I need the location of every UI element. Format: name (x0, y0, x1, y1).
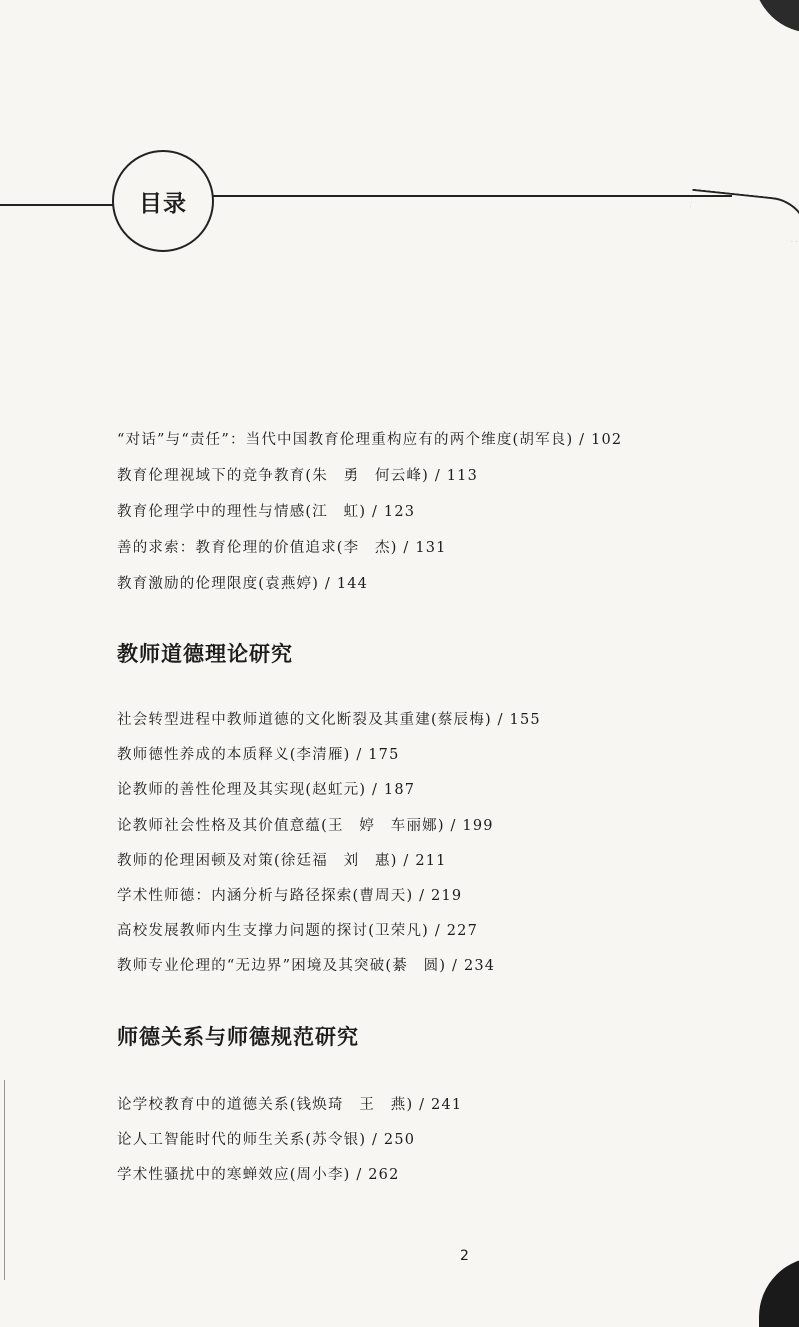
page-corner-shadow (744, 0, 799, 37)
toc-entry: 论教师的善性伦理及其实现(赵虹元) / 187 (117, 782, 416, 798)
toc-entry: 高校发展教师内生支撑力问题的探讨(卫荣凡) / 227 (117, 923, 478, 939)
toc-entry: 教师专业伦理的“无边界”困境及其突破(綦 圆) / 234 (117, 958, 496, 974)
toc-entry: 善的求索：教育伦理的价值追求(李 杰) / 131 (117, 540, 447, 556)
toc-entry: 学术性骚扰中的寒蝉效应(周小李) / 262 (117, 1167, 400, 1183)
page-corner-shadow (759, 1257, 799, 1327)
header-rule (212, 195, 732, 197)
toc-entry: 教育激励的伦理限度(袁燕婷) / 144 (117, 576, 369, 592)
toc-entry: 论学校教育中的道德关系(钱焕琦 王 燕) / 241 (117, 1097, 463, 1113)
header-rule (0, 204, 118, 206)
toc-entry: 社会转型进程中教师道德的文化断裂及其重建(蔡辰梅) / 155 (117, 712, 541, 728)
toc-entry: 教育伦理学中的理性与情感(江 虹) / 123 (117, 504, 416, 520)
header-rule-curve (688, 189, 799, 244)
toc-title-circle (112, 150, 214, 252)
section-title: 教师道德理论研究 (117, 641, 293, 666)
toc-entry: 论教师社会性格及其价值意蕴(王 婷 车丽娜) / 199 (117, 818, 494, 834)
page-number: 2 (460, 1248, 469, 1264)
toc-entry: 教师德性养成的本质释义(李清雁) / 175 (117, 747, 400, 763)
toc-entry: 教育伦理视域下的竞争教育(朱 勇 何云峰) / 113 (117, 468, 478, 484)
toc-entry: “对话”与“责任”：当代中国教育伦理重构应有的两个维度(胡军良) / 102 (117, 432, 623, 448)
toc-entry: 教师的伦理困顿及对策(徐廷福 刘 惠) / 211 (117, 853, 447, 869)
toc-entry: 论人工智能时代的师生关系(苏令银) / 250 (117, 1132, 416, 1148)
toc-entry: 学术性师德：内涵分析与路径探索(曹周天) / 219 (117, 888, 463, 904)
toc-title: 目录 (139, 190, 187, 217)
section-title: 师德关系与师德规范研究 (117, 1024, 359, 1049)
page-edge-line (4, 1080, 5, 1280)
